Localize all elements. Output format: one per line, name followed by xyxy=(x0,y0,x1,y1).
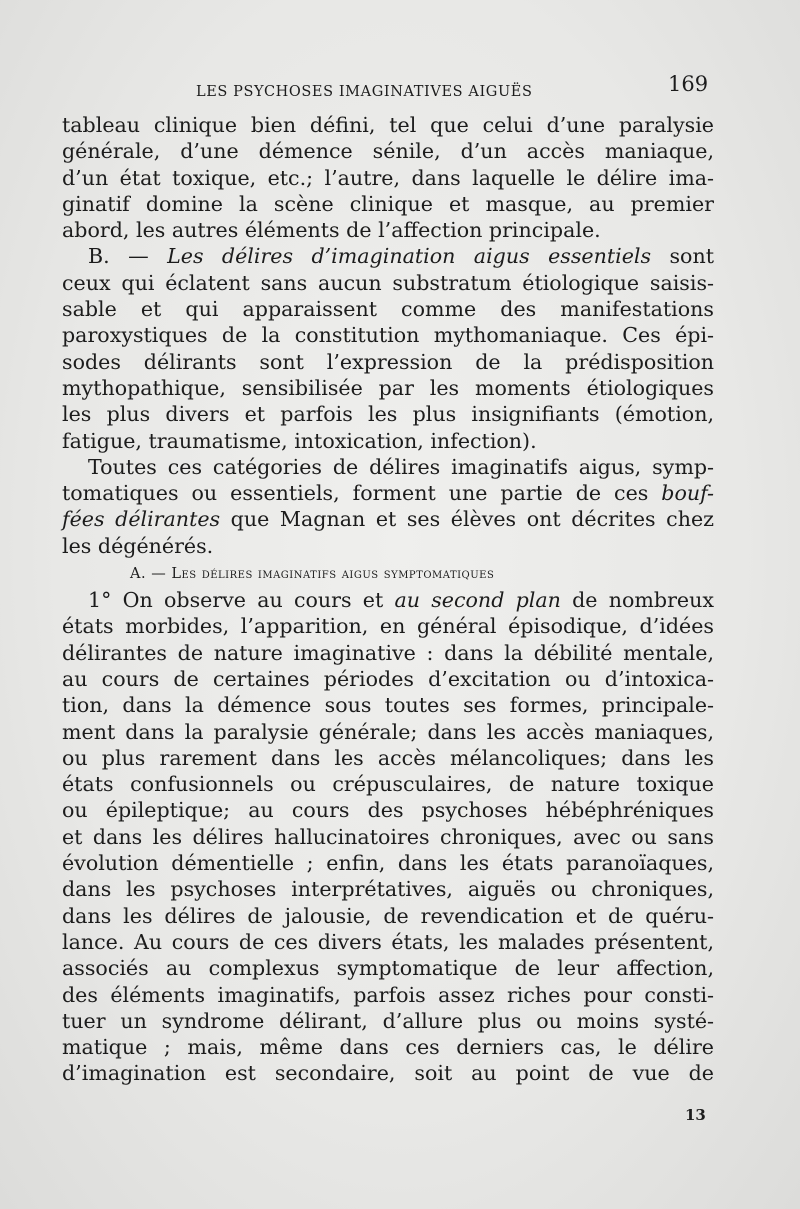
text-line: des éléments imaginatifs, parfois assez riches pour consti- xyxy=(62,982,714,1007)
italic-term: au second plan xyxy=(394,588,561,613)
text-line: sable et qui apparaissent comme des manifestations xyxy=(62,297,714,322)
running-title: LES PSYCHOSES IMAGINATIVES AIGUËS xyxy=(196,84,533,100)
text-line: associés au complexus symptomatique de leur affection, xyxy=(62,956,714,981)
subheading-text: Les délires imaginatifs aigus symptomatiques xyxy=(171,566,495,583)
text-line: abord, les autres éléments de l’affection principale. xyxy=(62,218,601,243)
text-line: générale, d’une démence sénile, d’un accès maniaque, xyxy=(62,139,714,164)
text-line: paroxystiques de la constitution mythomaniaque. Ces épi- xyxy=(62,323,714,348)
text-segment: que Magnan et ses élèves ont décrites chez xyxy=(220,507,714,532)
text-segment: de nombreux xyxy=(560,588,714,613)
text-line: dans les psychoses interprétatives, aiguës ou chroniques, xyxy=(62,877,714,902)
text-line xyxy=(62,506,714,532)
text-line: tableau clinique bien défini, tel que celui d’une paralysie xyxy=(62,113,714,137)
italic-term: bouf- xyxy=(661,481,714,506)
italic-term: fées délirantes xyxy=(62,507,221,532)
text-line: états confusionnels ou crépusculaires, de nature toxique xyxy=(62,772,714,797)
text-line: d’imagination est secondaire, soit au point de vue de xyxy=(62,1061,714,1086)
text-line: sodes délirants sont l’expression de la prédisposition xyxy=(62,349,714,374)
text-line: d’un état toxique, etc.; l’autre, dans laquelle le délire ima- xyxy=(62,165,714,190)
section-b-rest: sont xyxy=(651,244,714,269)
text-line: au cours de certaines périodes d’excitation ou d’intoxica- xyxy=(62,666,714,691)
subheading xyxy=(62,559,714,587)
text-line xyxy=(62,480,714,506)
printer-signature: 13 xyxy=(685,1106,706,1124)
text-line: les dégénérés. xyxy=(62,533,214,558)
text-line: ou épileptique; au cours des psychoses hébéphréniques xyxy=(62,798,714,823)
text-line: dans les délires de jalousie, de revendication et de quéru- xyxy=(62,903,714,928)
section-b-heading-line xyxy=(62,243,714,269)
text-line: tion, dans la démence sous toutes ses formes, principale- xyxy=(62,693,714,718)
text-line: états morbides, l’apparition, en général épisodique, d’idées xyxy=(62,614,714,639)
text-segment: 1° On observe au cours et xyxy=(88,588,395,613)
text-line: ou plus rarement dans les accès mélancoliques; dans les xyxy=(62,745,714,770)
page-number: 169 xyxy=(668,72,709,96)
text-line: tuer un syndrome délirant, d’allure plus ou moins systé- xyxy=(62,1008,714,1033)
text-segment: tomatiques ou essentiels, forment une partie de ces xyxy=(62,481,662,506)
text-line: mythopathique, sensibilisée par les moments étiologiques xyxy=(62,375,714,400)
text-line: fatigue, traumatisme, intoxication, infection). xyxy=(62,428,537,453)
text-line: ginatif domine la scène clinique et masque, au premier xyxy=(62,191,714,216)
subheading-prefix: A. — xyxy=(130,566,172,583)
text-line: matique ; mais, même dans ces derniers cas, le délire xyxy=(62,1035,714,1060)
section-b-label: B. — xyxy=(88,244,168,269)
text-line: les plus divers et parfois les plus insignifiants (émotion, xyxy=(62,402,714,427)
body-text xyxy=(62,112,714,1087)
text-line: ceux qui éclatent sans aucun substratum étiologique saisis- xyxy=(62,270,714,295)
text-line: et dans les délires hallucinatoires chroniques, avec ou sans xyxy=(62,824,714,849)
text-line xyxy=(62,587,714,613)
text-line: délirantes de nature imaginative : dans la débilité mentale, xyxy=(62,640,714,665)
text-line: ment dans la paralysie générale; dans les accès maniaques, xyxy=(62,719,714,744)
text-line: évolution démentielle ; enfin, dans les états paranoïaques, xyxy=(62,851,714,876)
text-line: Toutes ces catégories de délires imaginatifs aigus, symp- xyxy=(88,454,714,479)
text-line: lance. Au cours de ces divers états, les malades présentent, xyxy=(62,929,714,954)
section-b-title: Les délires d’imagination aigus essentiels xyxy=(167,244,652,269)
